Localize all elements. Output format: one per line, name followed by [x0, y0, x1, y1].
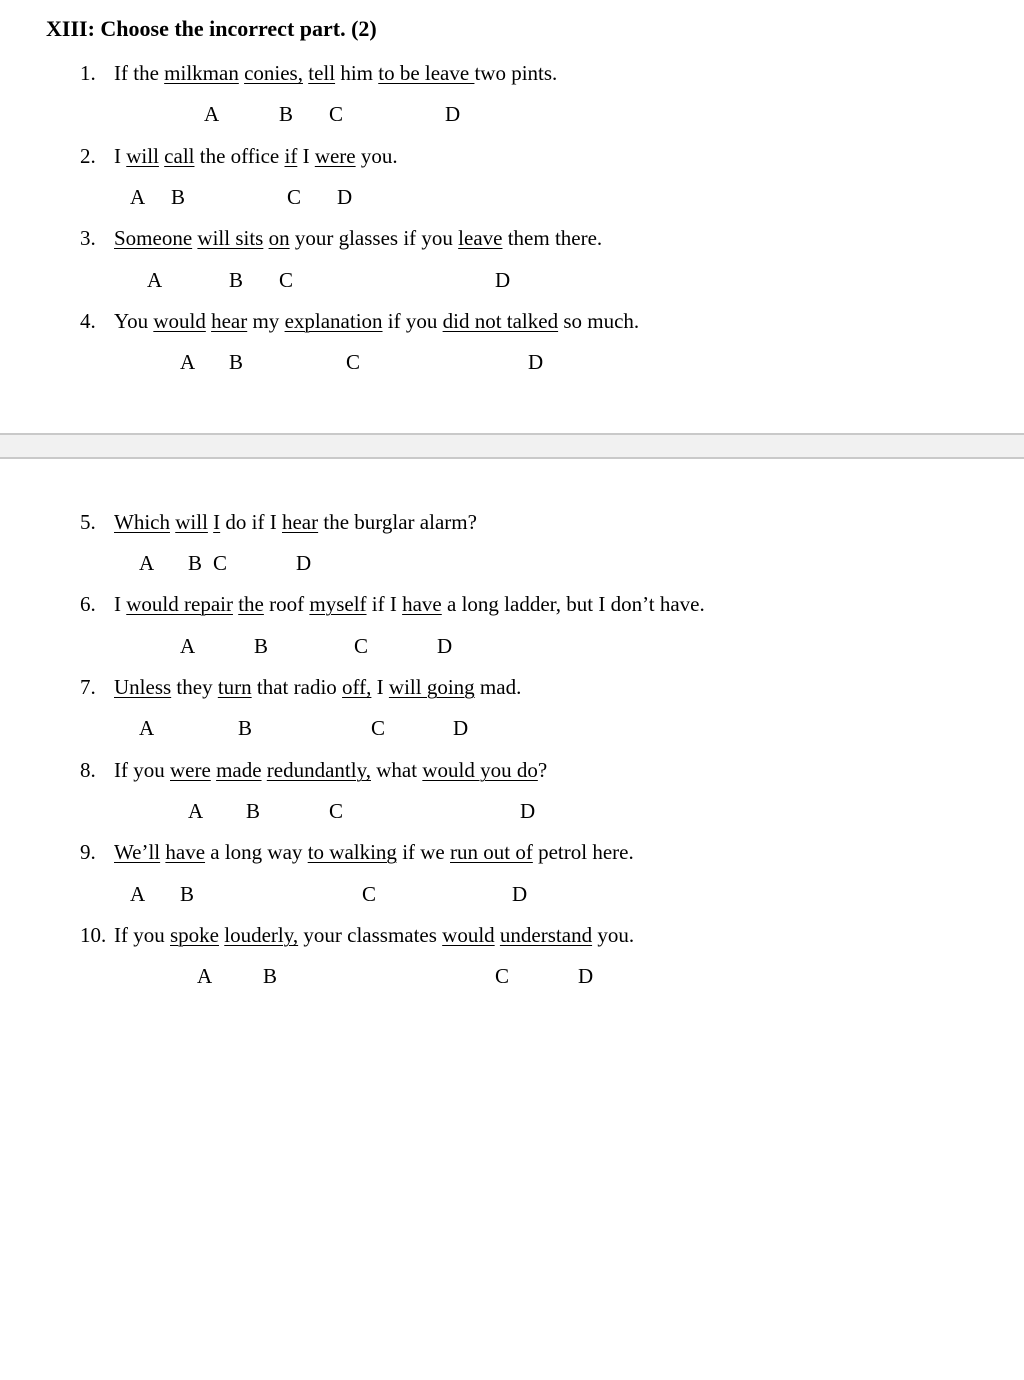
question-sentence: [114, 672, 521, 702]
option-letter-d: D: [437, 634, 453, 658]
sentence-text: the burglar alarm?: [318, 510, 477, 534]
sentence-text: If you: [114, 758, 170, 782]
sentence-text: a long ladder, but I don’t have.: [441, 592, 705, 616]
option-letter-a: A: [147, 268, 163, 292]
underlined-option-text: Someone: [114, 226, 193, 250]
question-sentence: [114, 837, 634, 867]
option-letter-b: B: [246, 799, 261, 823]
underlined-option-text: hear: [281, 510, 319, 534]
question-number: 9.: [80, 840, 96, 864]
sentence-text: roof: [263, 592, 310, 616]
option-letter-c: C: [495, 964, 510, 988]
option-letter-a: A: [130, 185, 146, 209]
option-letter-c: C: [329, 102, 344, 126]
option-letter-c: C: [346, 350, 361, 374]
option-letter-c: C: [354, 634, 369, 658]
option-letter-c: C: [329, 799, 344, 823]
underlined-option-text: milkman: [164, 61, 239, 85]
sentence-text: they: [171, 675, 218, 699]
option-letter-a: A: [180, 350, 196, 374]
underlined-option-text: if: [284, 144, 298, 168]
option-letter-c: C: [362, 882, 377, 906]
underlined-option-text: will going: [388, 675, 475, 699]
sentence-text: I: [371, 675, 389, 699]
question-sentence: [114, 507, 477, 537]
question-sentence: [114, 755, 547, 785]
underlined-option-text: will: [175, 510, 208, 534]
sentence-text: if I: [366, 592, 403, 616]
sentence-text: do if I: [220, 510, 282, 534]
underlined-option-text: have: [402, 592, 442, 616]
underlined-option-text: were: [314, 144, 356, 168]
sentence-text: If the: [114, 61, 165, 85]
underlined-option-text: We’ll: [114, 840, 161, 864]
underlined-option-text: louderly,: [224, 923, 299, 947]
underlined-option-text: would: [442, 923, 495, 947]
option-letter-a: A: [204, 102, 220, 126]
option-letter-a: A: [188, 799, 204, 823]
sentence-text: your classmates: [298, 923, 443, 947]
underlined-option-text: on: [268, 226, 290, 250]
sentence-text: the office: [194, 144, 285, 168]
option-letter-b: B: [171, 185, 186, 209]
question-number: 7.: [80, 675, 96, 699]
section-heading: XIII: Choose the incorrect part. (2): [46, 16, 377, 41]
question-number: 6.: [80, 592, 96, 616]
underlined-option-text: made: [216, 758, 262, 782]
sentence-text: them there.: [502, 226, 603, 250]
option-letter-d: D: [528, 350, 544, 374]
sentence-text: ?: [537, 758, 548, 782]
sentence-text: him: [335, 61, 379, 85]
underlined-option-text: Which: [114, 510, 170, 534]
underlined-option-text: leave: [458, 226, 503, 250]
option-letter-b: B: [238, 716, 253, 740]
sentence-text: mad.: [474, 675, 522, 699]
option-letter-b: B: [254, 634, 269, 658]
underlined-option-text: to be leave: [378, 61, 475, 85]
sentence-text: if you: [382, 309, 443, 333]
question-number: 2.: [80, 144, 96, 168]
underlined-option-text: would: [153, 309, 206, 333]
option-letter-b: B: [188, 551, 203, 575]
sentence-text: petrol here.: [532, 840, 634, 864]
underlined-option-text: were: [170, 758, 211, 782]
sentence-text: that radio: [251, 675, 343, 699]
question-number: 3.: [80, 226, 96, 250]
underlined-option-text: did not talked: [442, 309, 559, 333]
sentence-text: so much.: [558, 309, 640, 333]
underlined-option-text: call: [164, 144, 195, 168]
option-letter-b: B: [180, 882, 195, 906]
question-sentence: [114, 306, 639, 336]
sentence-text: I: [114, 144, 127, 168]
underlined-option-text: would you do: [422, 758, 538, 782]
option-letter-a: A: [130, 882, 146, 906]
underlined-option-text: run out of: [450, 840, 533, 864]
page-break: [0, 433, 1024, 459]
underlined-option-text: conies,: [244, 61, 303, 85]
option-letter-d: D: [512, 882, 528, 906]
question-number: 8.: [80, 758, 96, 782]
question-sentence: [114, 920, 634, 950]
question-number: 10.: [80, 923, 107, 947]
sentence-text: I: [297, 144, 315, 168]
option-letter-b: B: [229, 268, 244, 292]
sentence-text: what: [371, 758, 423, 782]
underlined-option-text: Unless: [114, 675, 172, 699]
option-letter-c: C: [371, 716, 386, 740]
underlined-option-text: will sits: [197, 226, 264, 250]
underlined-option-text: turn: [217, 675, 252, 699]
option-letter-b: B: [263, 964, 278, 988]
sentence-text: a long way: [205, 840, 308, 864]
option-letter-d: D: [337, 185, 353, 209]
option-letter-a: A: [197, 964, 213, 988]
underlined-option-text: the: [238, 592, 264, 616]
underlined-option-text: to walking: [307, 840, 397, 864]
sentence-text: your glasses if you: [289, 226, 459, 250]
question-number: 1.: [80, 61, 96, 85]
option-letter-d: D: [495, 268, 511, 292]
sentence-text: If you: [114, 923, 170, 947]
underlined-option-text: tell: [308, 61, 336, 85]
option-letter-d: D: [578, 964, 594, 988]
sentence-text: You: [114, 309, 154, 333]
sentence-text: I: [114, 592, 127, 616]
option-letter-b: B: [229, 350, 244, 374]
underlined-option-text: myself: [309, 592, 367, 616]
underlined-option-text: will: [126, 144, 159, 168]
question-number: 5.: [80, 510, 96, 534]
question-number: 4.: [80, 309, 96, 333]
option-letter-d: D: [453, 716, 469, 740]
option-letter-a: A: [139, 716, 155, 740]
option-letter-b: B: [279, 102, 294, 126]
sentence-text: my: [247, 309, 285, 333]
option-letter-c: C: [287, 185, 302, 209]
option-letter-c: C: [213, 551, 228, 575]
question-sentence: [114, 223, 602, 253]
option-letter-d: D: [296, 551, 312, 575]
sentence-text: you.: [355, 144, 398, 168]
underlined-option-text: hear: [211, 309, 248, 333]
option-letter-c: C: [279, 268, 294, 292]
question-sentence: [114, 141, 398, 171]
underlined-option-text: explanation: [284, 309, 383, 333]
option-letter-d: D: [520, 799, 536, 823]
underlined-option-text: redundantly,: [266, 758, 371, 782]
underlined-option-text: have: [165, 840, 206, 864]
underlined-option-text: would repair: [126, 592, 233, 616]
underlined-option-text: spoke: [170, 923, 219, 947]
underlined-option-text: I: [213, 510, 221, 534]
sentence-text: two pints.: [474, 61, 558, 85]
option-letter-d: D: [445, 102, 461, 126]
sentence-text: if we: [396, 840, 451, 864]
question-sentence: [114, 58, 557, 88]
option-letter-a: A: [139, 551, 155, 575]
option-letter-a: A: [180, 634, 196, 658]
sentence-text: you.: [592, 923, 635, 947]
question-sentence: [114, 589, 705, 619]
underlined-option-text: off,: [342, 675, 372, 699]
underlined-option-text: understand: [499, 923, 593, 947]
